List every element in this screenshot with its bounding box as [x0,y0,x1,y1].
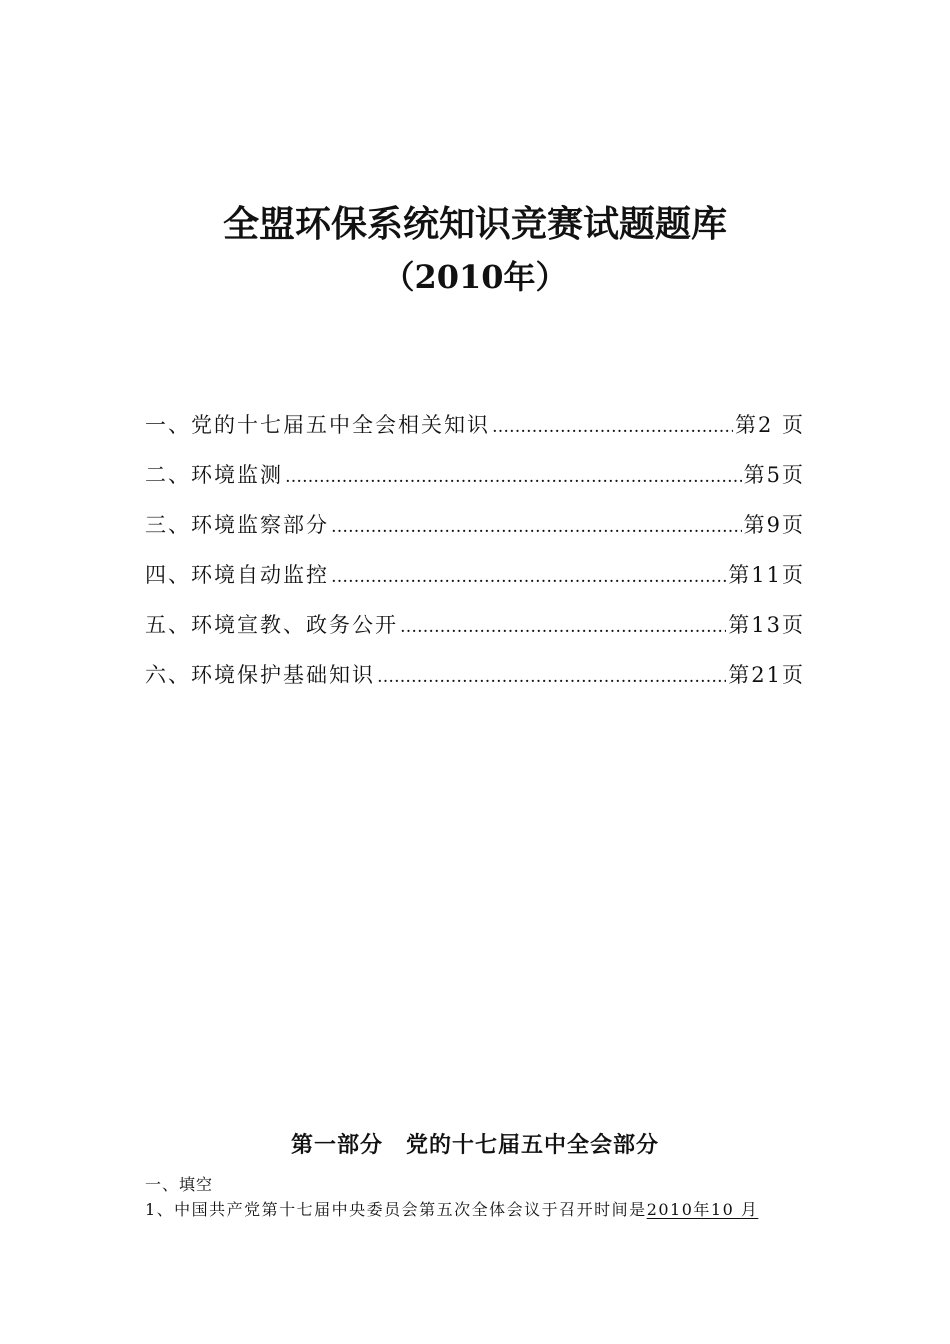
table-of-contents [145,406,805,706]
part-heading: 第一部分 党的十七届五中全会部分 [290,1133,659,1158]
section-label: 一、填空 [145,1175,214,1194]
toc-entry-4 [145,556,805,606]
toc-entry-label: 三、环境监察部分 [145,513,329,537]
toc-entry-2 [145,456,805,506]
toc-entry-page: 第13页 [728,613,805,637]
toc-entry-label: 五、环境宣教、政务公开 [145,613,398,637]
toc-entry-page: 第2 页 [734,413,805,437]
toc-entry-label: 六、环境保护基础知识 [145,663,375,687]
toc-entry-6 [145,656,805,706]
toc-entry-label: 一、党的十七届五中全会相关知识 [145,413,490,437]
toc-entry-page: 第5页 [743,463,805,487]
toc-leader-dots [400,608,726,646]
toc-entry-page: 第21页 [728,663,805,687]
toc-leader-dots [377,658,726,696]
question-answer: 2010年10 月 [646,1200,759,1219]
document-title: 全盟环保系统知识竞赛试题题库 [222,203,727,245]
toc-entry-5 [145,606,805,656]
toc-entry-label: 二、环境监测 [145,463,283,487]
toc-entry-page: 第11页 [728,563,805,587]
toc-entry-page: 第9页 [743,513,805,537]
toc-entry-label: 四、环境自动监控 [145,563,329,587]
document-year: （2010年） [382,258,568,296]
question-1 [145,1197,758,1220]
toc-leader-dots [331,558,726,596]
toc-leader-dots [492,408,733,446]
question-text: 1、中国共产党第十七届中央委员会第五次全体会议于召开时间是 [145,1200,647,1219]
toc-leader-dots [285,458,742,496]
toc-leader-dots [331,508,742,546]
toc-entry-1 [145,406,805,456]
toc-entry-3 [145,506,805,556]
